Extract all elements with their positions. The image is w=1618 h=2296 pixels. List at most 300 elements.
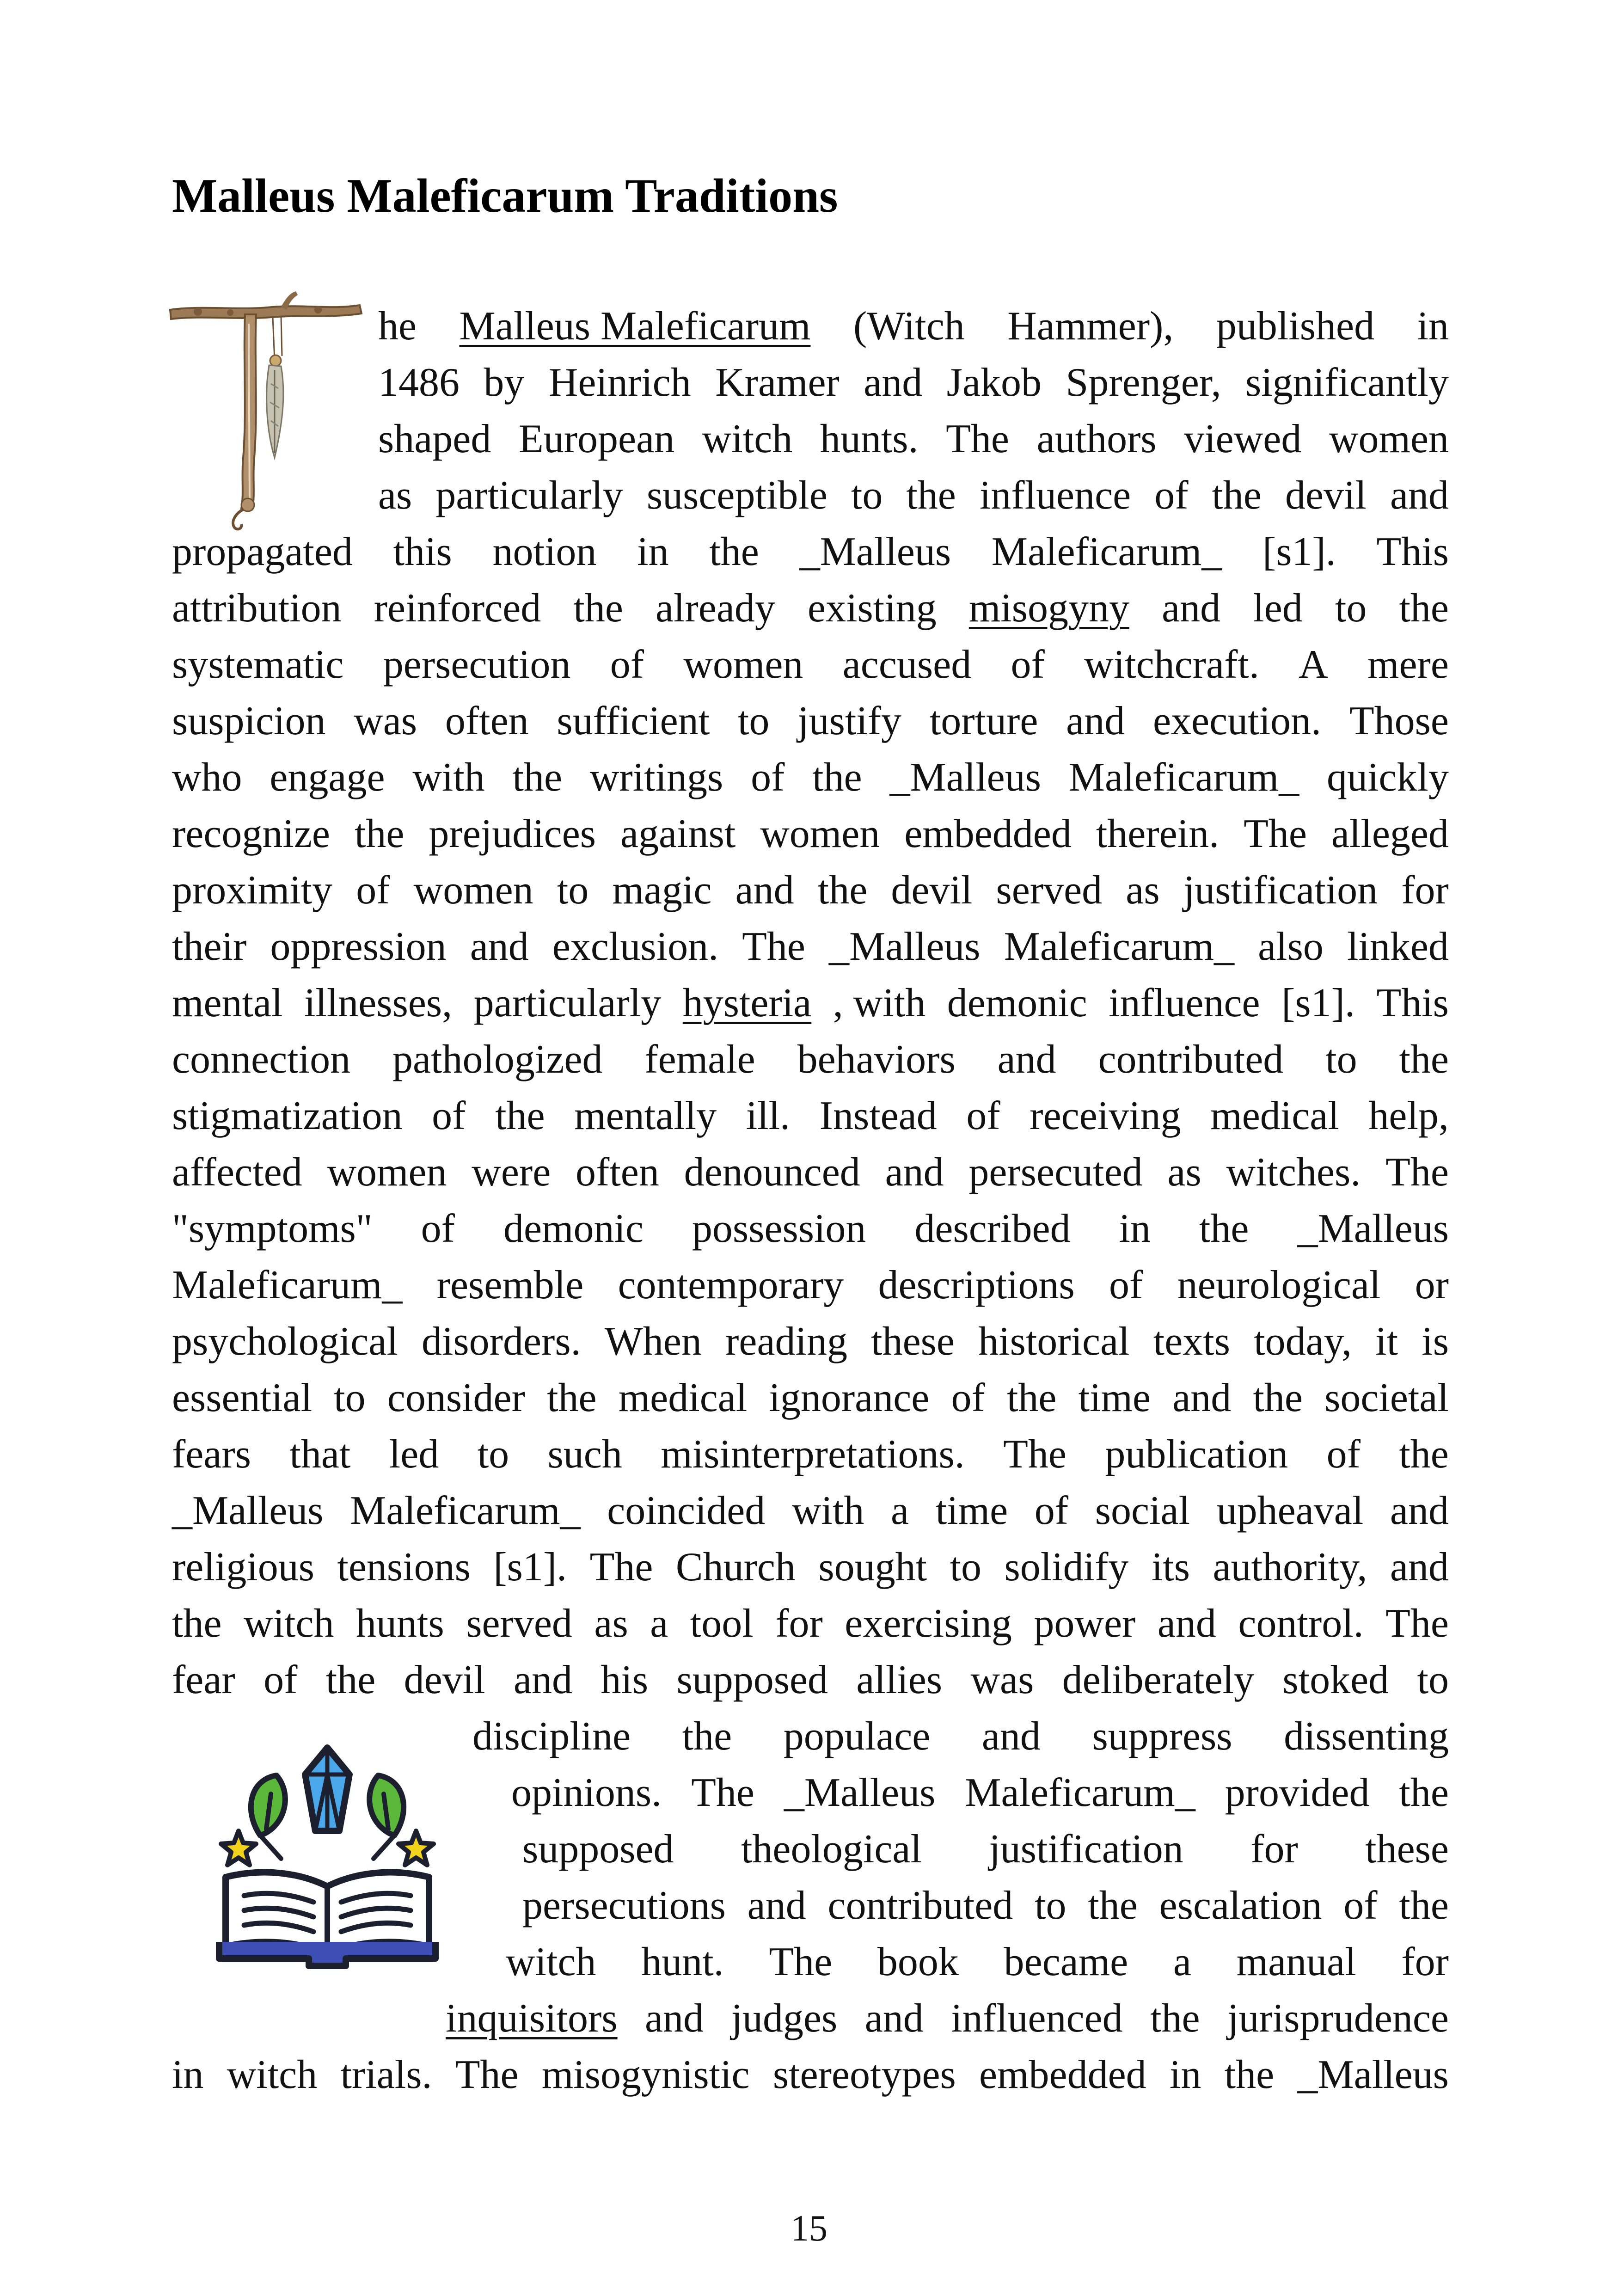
word: _Malleus — [1297, 1206, 1449, 1251]
word: When — [604, 1319, 702, 1364]
text-line — [172, 1547, 1449, 1588]
text-line — [172, 1488, 1449, 1533]
text-line — [472, 1716, 1449, 1757]
word: the — [1399, 1770, 1449, 1815]
word: as — [1126, 868, 1160, 913]
word: the — [1399, 1432, 1449, 1477]
word: demonic — [947, 981, 1087, 1025]
word: with — [412, 755, 485, 800]
word: of — [264, 1658, 298, 1702]
text-line — [522, 1829, 1449, 1870]
word: disorders. — [421, 1319, 581, 1364]
word: embedded — [979, 2052, 1146, 2097]
word: authority, — [1213, 1545, 1367, 1590]
word: The — [1385, 1601, 1449, 1646]
text-line — [172, 1206, 1449, 1251]
word: in — [172, 2052, 204, 2097]
word: he — [378, 304, 417, 349]
word: the — [547, 1375, 597, 1420]
word: book — [877, 1940, 959, 1984]
word: receiving — [1030, 1093, 1181, 1138]
text-line — [172, 1321, 1449, 1362]
word: sought — [818, 1545, 927, 1590]
word: against — [620, 811, 736, 856]
word: alleged — [1331, 811, 1449, 856]
word: women — [1329, 417, 1449, 461]
word: mental — [172, 981, 283, 1025]
word: of — [432, 1093, 466, 1138]
word: women — [413, 868, 533, 913]
word: magic — [612, 868, 712, 913]
word: often — [576, 1150, 659, 1195]
word: and — [747, 1883, 806, 1928]
word: and — [1390, 1488, 1449, 1533]
word: Maleficarum_ — [172, 1263, 403, 1308]
word: with — [791, 1488, 864, 1533]
word: served — [996, 868, 1103, 913]
word: prejudices — [429, 811, 596, 856]
word: Maleficarum_ — [991, 529, 1222, 574]
word: the — [1150, 1996, 1200, 2041]
word: witchcraft. — [1084, 642, 1259, 687]
word: led — [389, 1432, 439, 1477]
word: Heinrich — [548, 360, 691, 405]
word: consider — [387, 1375, 525, 1420]
text-line — [172, 642, 1449, 687]
word: mentally — [574, 1093, 717, 1138]
word: the — [573, 586, 623, 631]
word: the — [709, 529, 759, 574]
word: [s1]. — [493, 1545, 567, 1590]
word: viewed — [1184, 417, 1302, 461]
word: embedded — [904, 811, 1072, 856]
word: resemble — [436, 1263, 584, 1308]
word: for — [1250, 1827, 1298, 1872]
word: essential — [172, 1375, 313, 1420]
text-line — [378, 362, 1449, 403]
word: was — [354, 699, 417, 743]
word: Church — [675, 1545, 796, 1590]
word: stereotypes — [772, 2052, 956, 2097]
word: of — [1326, 1432, 1361, 1477]
word: of — [610, 642, 644, 687]
word: Those — [1349, 699, 1449, 743]
word: female — [644, 1037, 755, 1082]
word: the — [1199, 1206, 1249, 1251]
word: witch — [244, 1601, 334, 1646]
word: _Malleus — [889, 755, 1041, 800]
word: systematic — [172, 642, 344, 687]
magic-book-icon — [212, 1738, 443, 1979]
word: contributed — [1098, 1037, 1284, 1082]
word: quickly — [1326, 755, 1449, 800]
word: persecutions — [522, 1883, 726, 1928]
word: witch — [227, 2052, 318, 2097]
term-link[interactable]: Malleus Maleficarum — [459, 304, 811, 349]
word: as — [594, 1601, 628, 1646]
word: connection — [172, 1037, 351, 1082]
text-line — [172, 2052, 1449, 2097]
word: medical — [1210, 1093, 1339, 1138]
text-line — [172, 1603, 1449, 1644]
word: escalation — [1159, 1883, 1322, 1928]
word: supposed — [676, 1658, 828, 1702]
word: witch — [702, 417, 793, 461]
word: recognize — [172, 811, 330, 856]
text-line — [172, 588, 1449, 629]
word: witches. — [1226, 1150, 1361, 1195]
word: of — [1109, 1263, 1143, 1308]
term-link[interactable]: misogyny — [968, 586, 1129, 631]
word: propagated — [172, 529, 353, 574]
word: reinforced — [374, 586, 541, 631]
word: to — [557, 868, 589, 913]
word: misinterpretations. — [661, 1432, 965, 1477]
word: women — [327, 1150, 447, 1195]
word: manual — [1236, 1940, 1356, 1984]
word: and — [470, 924, 529, 969]
word: persecution — [383, 642, 571, 687]
word: neurological — [1177, 1263, 1381, 1308]
word: to — [334, 1375, 366, 1420]
word: the — [1088, 1883, 1138, 1928]
word: trials. — [340, 2052, 432, 2097]
word: Maleficarum_ — [350, 1488, 581, 1533]
word: misogynistic — [541, 2052, 750, 2097]
page-title: Malleus Maleficarum Traditions — [172, 169, 838, 222]
word: its — [1151, 1545, 1190, 1590]
word: to — [1325, 1037, 1357, 1082]
word: , with — [833, 981, 926, 1025]
word: and — [735, 868, 794, 913]
word: persecuted — [968, 1150, 1143, 1195]
word: judges — [731, 1996, 838, 2041]
text-line — [172, 924, 1449, 969]
word: Sprenger, — [1066, 360, 1221, 405]
word: as — [378, 473, 412, 518]
word: authors — [1036, 417, 1157, 461]
word: in — [1417, 304, 1449, 349]
word: and — [1390, 473, 1449, 518]
word: particularly — [473, 981, 662, 1025]
word: possession — [692, 1206, 866, 1251]
word: his — [601, 1658, 649, 1702]
word: behaviors — [797, 1037, 956, 1082]
word: descriptions — [878, 1263, 1075, 1308]
text-line — [378, 306, 1449, 347]
page-number: 15 — [791, 2208, 827, 2249]
word: a — [891, 1488, 909, 1533]
word: _Malleus — [1297, 2052, 1449, 2097]
word: The — [742, 924, 805, 969]
word: the — [682, 1714, 732, 1759]
word: to — [477, 1432, 509, 1477]
word: women — [760, 811, 880, 856]
word: The — [1003, 1432, 1066, 1477]
word: allies — [856, 1658, 943, 1702]
word: and — [513, 1658, 573, 1702]
word: This — [1376, 529, 1449, 574]
word: theological — [741, 1827, 922, 1872]
word: a — [650, 1601, 668, 1646]
word: execution. — [1152, 699, 1322, 743]
word: justify — [797, 699, 902, 743]
word: help, — [1368, 1093, 1449, 1138]
text-line — [172, 1039, 1449, 1080]
word: exclusion. — [552, 924, 719, 969]
word: Maleficarum_ — [965, 1770, 1195, 1815]
word: publication — [1105, 1432, 1288, 1477]
word: and — [981, 1714, 1041, 1759]
word: ill. — [746, 1093, 791, 1138]
word: medical — [618, 1375, 748, 1420]
word: the — [354, 811, 404, 856]
word: to — [737, 699, 770, 743]
word: social — [1095, 1488, 1190, 1533]
word: the — [812, 755, 862, 800]
word: also — [1258, 924, 1324, 969]
word: _Malleus — [829, 924, 981, 969]
word: of — [1343, 1883, 1378, 1928]
word: demonic — [503, 1206, 644, 1251]
word: proximity — [172, 868, 333, 913]
word: hunt. — [641, 1940, 724, 1984]
word: 1486 — [378, 360, 460, 405]
word: in — [1169, 2052, 1201, 2097]
word: already — [656, 586, 775, 631]
term-link[interactable]: inquisitors — [446, 1996, 618, 2041]
text-line — [172, 1093, 1449, 1138]
word: oppression — [270, 924, 447, 969]
term-link[interactable]: hysteria — [682, 981, 812, 1025]
word: influence — [979, 473, 1131, 518]
text-line — [522, 1885, 1449, 1926]
word: and — [1172, 1375, 1232, 1420]
word: as — [1167, 1150, 1201, 1195]
word: to — [1335, 586, 1367, 631]
word: and — [864, 360, 923, 405]
word: susceptible — [646, 473, 827, 518]
text-line — [172, 1152, 1449, 1193]
word: of — [1034, 1488, 1069, 1533]
word: This — [1376, 981, 1449, 1025]
word: texts — [1153, 1319, 1230, 1364]
word: therein. — [1096, 811, 1220, 856]
word: led — [1253, 586, 1303, 631]
word: often — [445, 699, 529, 743]
word: such — [547, 1432, 622, 1477]
word: [s1]. — [1281, 981, 1355, 1025]
word: the — [325, 1658, 376, 1702]
word: tool — [690, 1601, 754, 1646]
word: hunts. — [820, 417, 919, 461]
text-line — [378, 475, 1449, 516]
word: engage — [270, 755, 385, 800]
word: The — [769, 1940, 833, 1984]
word: described — [914, 1206, 1071, 1251]
word: devil — [404, 1658, 485, 1702]
word: solidify — [1004, 1545, 1129, 1590]
word: populace — [783, 1714, 931, 1759]
text-line — [172, 811, 1449, 856]
word: existing — [808, 586, 937, 631]
word: to — [1035, 1883, 1066, 1928]
word: societal — [1324, 1375, 1449, 1420]
word: justification — [989, 1827, 1183, 1872]
text-line — [172, 1375, 1449, 1420]
word: pathologized — [392, 1037, 603, 1082]
word: to — [1417, 1658, 1449, 1702]
word: influenced — [951, 1996, 1123, 2041]
word: the — [1253, 1375, 1303, 1420]
word: The — [589, 1545, 653, 1590]
word: their — [172, 924, 247, 969]
word: provided — [1225, 1770, 1370, 1815]
word: European — [518, 417, 675, 461]
text-line — [378, 419, 1449, 460]
word: stoked — [1282, 1658, 1389, 1702]
word: jurisprudence — [1227, 1996, 1449, 2041]
word: The — [1385, 1150, 1449, 1195]
word: was — [970, 1658, 1034, 1702]
word: and — [1390, 1545, 1449, 1590]
word: deliberately — [1062, 1658, 1255, 1702]
text-line — [172, 983, 1449, 1024]
word: in — [637, 529, 669, 574]
word: for — [1401, 1940, 1449, 1984]
word: witch — [506, 1940, 596, 1984]
word: writings — [589, 755, 723, 800]
word: Hammer), — [1007, 304, 1174, 349]
word: became — [1004, 1940, 1128, 1984]
word: Kramer — [715, 360, 840, 405]
word: is — [1422, 1319, 1449, 1364]
word: the — [512, 755, 563, 800]
word: the — [1224, 2052, 1275, 2097]
text-line — [172, 701, 1449, 742]
word: in — [1119, 1206, 1151, 1251]
word: Maleficarum_ — [1004, 924, 1235, 969]
text-line — [172, 529, 1449, 574]
text-line — [506, 1942, 1449, 1983]
word: "symptoms" — [172, 1206, 373, 1251]
dropcap-branch-t-icon — [165, 291, 364, 532]
word: mere — [1367, 642, 1449, 687]
word: of — [966, 1093, 1000, 1138]
word: the — [1399, 1883, 1449, 1928]
word: that — [289, 1432, 351, 1477]
word: Maleficarum_ — [1068, 755, 1299, 800]
word: the — [906, 473, 956, 518]
word: of — [1011, 642, 1045, 687]
word: the — [495, 1093, 545, 1138]
word: denounced — [684, 1150, 860, 1195]
word: contributed — [827, 1883, 1013, 1928]
word: and — [885, 1150, 944, 1195]
word: devil — [1285, 473, 1367, 518]
word: discipline — [472, 1714, 631, 1759]
word: of — [751, 755, 785, 800]
word: justification — [1183, 868, 1378, 913]
word: devil — [891, 868, 973, 913]
word: particularly — [435, 473, 623, 518]
word: [s1]. — [1262, 529, 1336, 574]
word: supposed — [522, 1827, 674, 1872]
text-line — [172, 1660, 1449, 1701]
word: tensions — [337, 1545, 471, 1590]
text-line — [172, 1265, 1449, 1306]
word: control. — [1238, 1601, 1364, 1646]
word: hunts — [356, 1601, 444, 1646]
word: influence — [1109, 981, 1260, 1025]
word: contemporary — [618, 1263, 844, 1308]
word: power — [1034, 1601, 1136, 1646]
text-line — [172, 1434, 1449, 1475]
word: a — [1173, 1940, 1191, 1984]
word: The — [1244, 811, 1307, 856]
word: _Malleus — [172, 1488, 324, 1533]
word: for — [775, 1601, 823, 1646]
word: attribution — [172, 586, 342, 631]
word: notion — [492, 529, 597, 574]
word: stigmatization — [172, 1093, 403, 1138]
word: these — [871, 1319, 955, 1364]
word: ignorance — [769, 1375, 930, 1420]
word: of — [1154, 473, 1189, 518]
word: the — [1006, 1375, 1057, 1420]
word: these — [1365, 1827, 1449, 1872]
word: today, — [1254, 1319, 1352, 1364]
word: linked — [1347, 924, 1449, 969]
word: of — [421, 1206, 455, 1251]
word: significantly — [1245, 360, 1449, 405]
word: time — [1078, 1375, 1151, 1420]
word: this — [393, 529, 452, 574]
word: fears — [172, 1432, 251, 1477]
word: illnesses, — [304, 981, 453, 1025]
word: by — [484, 360, 525, 405]
word: were — [472, 1150, 551, 1195]
text-line — [172, 870, 1449, 911]
word: upheaval — [1216, 1488, 1364, 1533]
text-line — [446, 1998, 1449, 2039]
word: it — [1375, 1319, 1398, 1364]
word: reading — [725, 1319, 847, 1364]
word: published — [1216, 304, 1375, 349]
text-line — [511, 1770, 1449, 1815]
word: the — [1399, 1037, 1449, 1082]
word: coincided — [607, 1488, 766, 1533]
word: of — [356, 868, 390, 913]
word: shaped — [378, 417, 491, 461]
word: torture — [929, 699, 1038, 743]
word: the — [172, 1601, 222, 1646]
word: religious — [172, 1545, 314, 1590]
word: The — [691, 1770, 754, 1815]
word: time — [935, 1488, 1008, 1533]
word: and — [864, 1996, 924, 2041]
word: and — [1066, 699, 1125, 743]
word: The — [455, 2052, 519, 2097]
word: accused — [842, 642, 972, 687]
word: and — [1162, 586, 1221, 631]
word: for — [1401, 868, 1449, 913]
word: and — [1157, 1601, 1216, 1646]
word: suspicion — [172, 699, 326, 743]
word: Instead — [819, 1093, 937, 1138]
word: sufficient — [557, 699, 710, 743]
word: Jakob — [946, 360, 1042, 405]
